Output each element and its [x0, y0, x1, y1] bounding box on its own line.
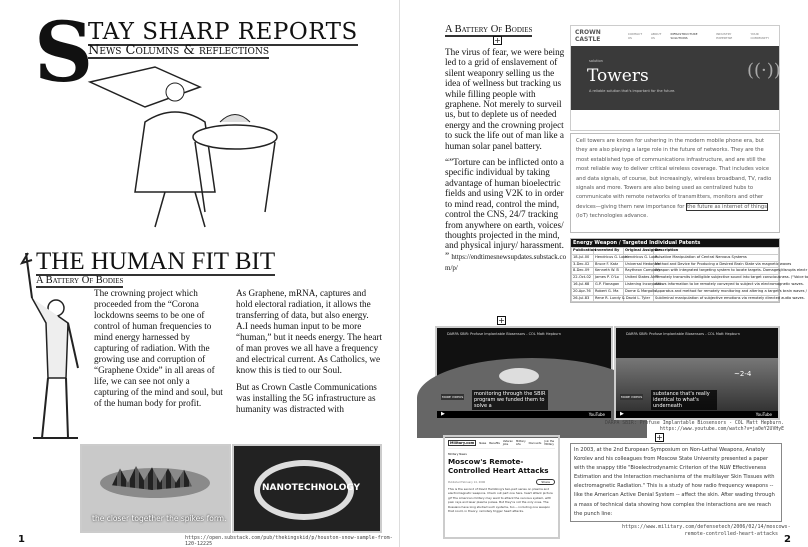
column-2 — [236, 288, 382, 421]
video-title: DARPA SBIR: Profuse Implantable Biosensors - COL Matt Hepburn — [447, 332, 561, 336]
source-link[interactable]: https://endtimesnewsupdates.substack.com/p/ — [445, 252, 567, 273]
masthead-subtitle: News Columns & reflections — [88, 43, 269, 58]
tower-signal-icon: ((·)) — [747, 60, 781, 81]
play-icon[interactable]: ▶ — [620, 411, 624, 417]
page-1 — [0, 0, 400, 547]
nav-item[interactable]: YOUR COMMUNITY — [750, 32, 770, 40]
breadcrumb[interactable]: Military News — [448, 452, 467, 456]
table-cell: Bruce F. Katz — [594, 261, 624, 268]
column-header: Publication — [572, 248, 594, 255]
table-cell: Rene R. Lundy & David L. Tyler — [594, 295, 624, 302]
table-row — [572, 275, 779, 282]
crown-castle-screenshot — [570, 25, 780, 131]
image-caption: the closer together the spikes form. — [92, 514, 227, 523]
paragraph: The virus of fear, we were being led to a grid of enslavement of silent weaponry selling us the idea of wellness but tracking us while filling people with graphene. Not merely to surveil us, but to deplete us of needed energy and the crowning project to suck the life out of man like a human solar panel battery. — [445, 47, 565, 151]
table-cell: Dorne & Margolin — [624, 288, 654, 295]
image-caption: NANOTECHNOLOGY — [262, 483, 361, 493]
video-player-1[interactable] — [435, 326, 613, 420]
kicker: A Battery Of Bodies — [36, 275, 124, 286]
youtube-logo[interactable]: YouTube — [755, 412, 772, 417]
table-cell: 26-Jul-83 — [572, 295, 594, 302]
table-cell: Robert G. Ma — [594, 288, 624, 295]
move-handle-icon[interactable]: + — [494, 36, 501, 45]
nav-item[interactable]: ABOUT US — [650, 32, 662, 40]
nanotechnology-image — [232, 444, 382, 533]
video-title: DARPA SBIR: Profuse Implantable Biosensors - COL Matt Hepburn — [626, 332, 740, 336]
paragraph: As Graphene, mRNA, captures and hold electoral radiation, it allows the transferring of data, but also energy. A.I needs human input to be more “human,” but it needs energy. The heart of man proves we all have a frequency and electrical current. As Catholics, we know this is tied to our Soul. — [236, 288, 383, 375]
table-cell: Raytheon Company — [624, 268, 654, 275]
table-cell: 8-Dec-09 — [572, 268, 594, 275]
table-row — [572, 254, 779, 261]
nav-item[interactable]: CONTACT US — [627, 32, 643, 40]
article-title: Moscow's Remote-Controlled Heart Attacks — [448, 457, 549, 475]
youtube-logo[interactable]: YouTube — [588, 412, 605, 417]
table-row — [572, 295, 779, 302]
table-cell: Listening Incorporat — [624, 281, 654, 288]
table-header — [572, 248, 779, 255]
table-cell: Hendricus G. Loos — [594, 254, 624, 261]
hero-banner — [571, 46, 779, 110]
table-cell: Weapon with integrated targeting system to locate targets. Damages/disrupts electr — [654, 268, 779, 275]
table-cell: Method and Device for Producing a Desired Brain State via magnetic waves — [654, 261, 779, 268]
page-number: 2 — [784, 534, 791, 545]
source-link[interactable]: https://open.substack.com/pub/thekingskid/p/houston-snow-sample-from-120-12225 — [185, 535, 393, 547]
headline: THE HUMAN FIT BIT — [36, 248, 276, 275]
eyebrow: solution — [589, 59, 603, 63]
play-icon[interactable]: ▶ — [441, 411, 445, 417]
table-cell: 18-Jul-00 — [572, 254, 594, 261]
kicker: A Battery Of Bodies — [445, 24, 533, 35]
move-handle-icon[interactable]: + — [656, 433, 663, 442]
paragraph: The crowning project which proceeded from the “Corona lockdowns seems to be one of control of human frequencies to mind energy harnessed by capturing of radiation. With the growing use and corruption of “Graphene Oxide” in all areas of life, we can see not only a capturing of the mind and soul, but of the human body for profit. — [94, 288, 223, 408]
nav-item[interactable]: Join the Military — [544, 440, 555, 446]
move-handle-icon[interactable]: + — [498, 316, 505, 325]
nav-item[interactable]: Benefits — [489, 441, 500, 445]
more-videos-button[interactable]: MORE VIDEOS — [621, 395, 643, 399]
table-cell: 16-Jul-68 — [572, 281, 594, 288]
column-header: Original Assignee — [624, 248, 654, 255]
nav-item[interactable]: Discounts — [528, 441, 542, 445]
article-column — [445, 47, 567, 280]
masthead-title: TAY SHARP REPORTS — [88, 19, 358, 45]
page-2 — [400, 0, 808, 547]
nav-item[interactable]: Veteran Jobs — [502, 440, 513, 446]
column-header: Description — [654, 248, 779, 255]
article-body: This is the second of David Hambling's two-part series on plasma and electromagnetic weapons. Check out part one here. heart attack picture gif The American military may want to attack the nervous system, with pain rays and laser plasma pulses. But they're not the only ones. The Russians have long studied such systems, too -- including one weapon that could, in theory, remotely trigger heart attacks. — [448, 487, 553, 514]
paragraph: But as Crown Castle Communications was installing the 5G infrastructure as humanity was distracted with — [236, 382, 377, 414]
nav-item[interactable]: Military Life — [516, 440, 526, 446]
table-cell: G.P. Flanagan — [594, 281, 624, 288]
table-row — [572, 281, 779, 288]
page-number: 1 — [18, 534, 25, 545]
table-cell: Subliminal manipulation of subjective emotions via remotely directed audio waves. — [654, 295, 779, 302]
measurement-label: ~2-4 — [734, 370, 752, 378]
military-article-screenshot — [443, 435, 560, 539]
quote-source[interactable]: https://www.military.com/defensetech/2006/02/14/moscows-remote-controlled-heart-attacks — [622, 524, 791, 537]
column-1 — [94, 288, 226, 415]
table-cell: James P. O'Lo — [594, 275, 624, 282]
crown-castle-logo: CROWN CASTLE — [575, 29, 601, 43]
hero-tagline: A reliable solution that's important for the future. — [589, 89, 676, 93]
table-title: Energy Weapon / Targeted Individual Patents — [571, 239, 779, 247]
table-cell: Hendricus G. Loos — [624, 254, 654, 261]
masthead-initial: S — [34, 5, 94, 101]
hero-title: Towers — [587, 66, 649, 86]
table-row — [572, 268, 779, 275]
table-cell: United States Air F — [624, 275, 654, 282]
video-caption: substance that's really identical to what's underneath — [651, 390, 717, 410]
video-source[interactable]: DARPA SBIR: Profuse Implantable Biosensors - COL Matt Hepburn. https://www.youtube.com/watch?v=ja0eY2UVHyE — [604, 421, 784, 432]
table-row — [572, 288, 779, 295]
patents-table — [570, 238, 808, 303]
newspaper-reader-illustration — [85, 62, 285, 232]
table-cell: 22-Oct-02 — [572, 275, 594, 282]
table-cell: Remotely transmits intelligible subjective sound into target consciousness. ("Voice to — [654, 275, 779, 282]
video-caption: monitoring through the SBIR program we funded them to solve a — [472, 390, 548, 410]
highlighted-link[interactable]: the future as internet of things — [687, 203, 767, 210]
table-cell: Apparatus and method for remotely monitoring and altering a target's brain waves / — [654, 288, 779, 295]
quote-box: In 2003, at the 2nd European Symposium on Non-Lethal Weapons, Anatoly Korolev and his colleagues from Moscow State University presented a paper with the snappy title "Bioelectrodynamic Criterion of the NLW Effectiveness Estimation and the Interaction mechanisms of the multilayer Skin Tissues with electromagnetic Radiation." This is a study of how radio frequency weapons -- like the American Active Denial System -- affect the skin. After wading through a mass of technical data showing how complex the interactions are we reach the punch line: — [570, 443, 782, 522]
nav-item[interactable]: INFRASTRUCTURE SOLUTIONS — [670, 32, 698, 40]
table-cell: 3-Dec-02 — [572, 261, 594, 268]
table-row — [572, 261, 779, 268]
publish-date: Published February 14, 2006 — [448, 480, 486, 484]
table-cell: Universal Hedonics — [624, 261, 654, 268]
video-player-2[interactable] — [614, 326, 780, 420]
table-cell: Allows information to be remotely conveyed to subject via electromagnetic waves. — [654, 281, 779, 288]
nav-item[interactable]: INDUSTRY EXPERTISE — [716, 32, 733, 40]
ferrofluid-image — [80, 444, 231, 533]
nav-item[interactable]: News — [479, 441, 487, 445]
column-header: Invented By — [594, 248, 624, 255]
military-logo: Military.com — [450, 441, 475, 445]
crown-castle-text: Cell towers are known for ushering in the modern mobile phone era, but they are also playing a large role in the future of networks. They are the most established type of communications infrastructure, and are still the most reliable way to deliver critical wireless coverage. That includes voice and data signals, of course, but increasingly, wireless broadband, TV, radio signals and more. Towers are also being used as centralized hubs to communicate with remote networks of transmitters, monitors and other devices—giving them new importance for the future as internet of things (IoT) technologies advance. — [570, 133, 780, 233]
paragraph: “”Torture can be inflicted onto a specific individual by taking advantage of human bioelectric fields and using V2K to in order to mind read, control the mind, control the CNS, 24/7 tracking from anywhere on earth, voices/ thoughts projected in the mind, and physical injury/ harassment. ” https://endtimesnewsupdates.substack.com/p/ — [445, 157, 567, 273]
table-cell: 20-Apr-76 — [572, 288, 594, 295]
table-cell: Kenneth W. B — [594, 268, 624, 275]
share-button[interactable]: Share — [536, 479, 555, 485]
more-videos-button[interactable]: MORE VIDEOS — [442, 395, 464, 399]
table-cell: Pulsative Manipulation of Central Nervous Systems — [654, 254, 779, 261]
